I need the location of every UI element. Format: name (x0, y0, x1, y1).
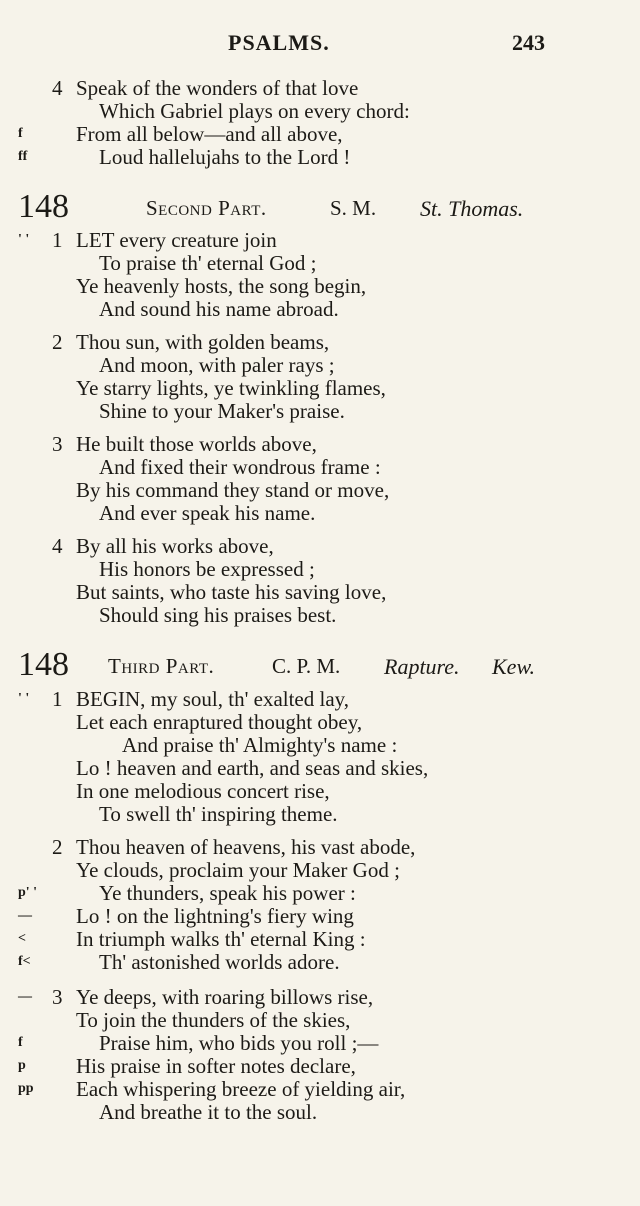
hymn-meter: S. M. (330, 196, 377, 220)
dynamic-mark: f (18, 1035, 23, 1050)
verse-number: 4 (52, 76, 63, 100)
verse-number: 2 (52, 330, 63, 354)
stanza-line: To swell th' inspiring theme. (99, 802, 338, 826)
hymn-heading (0, 190, 640, 224)
hymn-number: 148 (18, 188, 69, 225)
stanza-line: 3 He built those worlds above, (52, 432, 317, 456)
hymn-tune: St. Thomas. (420, 196, 524, 221)
stanza-line: Ye starry lights, ye twinkling flames, (76, 376, 386, 400)
stanza-line: 2 Thou heaven of heavens, his vast abode, (52, 835, 416, 859)
stanza-line: By his command they stand or move, (76, 478, 390, 502)
stanza-line: And ever speak his name. (99, 501, 316, 525)
stanza-line: And moon, with paler rays ; (99, 353, 335, 377)
stanza-line: Shine to your Maker's praise. (99, 399, 345, 423)
stanza-line: To join the thunders of the skies, (76, 1008, 351, 1032)
dynamic-mark: f (18, 126, 23, 141)
stanza-line: 4 By all his works above, (52, 534, 274, 558)
verse-number: 3 (52, 985, 63, 1009)
hymn-meter: C. P. M. (272, 654, 341, 678)
stanza-line: To praise th' eternal God ; (99, 251, 317, 275)
verse-number: 1 (52, 687, 63, 711)
stanza-line: 1 LET every creature join (52, 228, 277, 252)
dynamic-mark: — (18, 908, 32, 923)
stanza-line: His honors be expressed ; (99, 557, 315, 581)
stanza-line: Loud hallelujahs to the Lord ! (99, 145, 351, 169)
stanza-line: Which Gabriel plays on every chord: (99, 99, 410, 123)
dynamic-mark: ' ' (18, 691, 30, 706)
hymn-heading (0, 648, 640, 682)
dynamic-mark: ff (18, 149, 28, 164)
stanza-line: Let each enraptured thought obey, (76, 710, 363, 734)
page-number: 243 (512, 30, 545, 55)
stanza-line: 2 Thou sun, with golden beams, (52, 330, 330, 354)
running-head-title: PSALMS. (228, 30, 330, 55)
verse-number: 4 (52, 534, 63, 558)
stanza-line: His praise in softer notes declare, (76, 1054, 356, 1078)
hymn-tune-alt: Kew. (492, 654, 535, 679)
dynamic-mark: f< (18, 954, 31, 969)
stanza-line: In one melodious concert rise, (76, 779, 330, 803)
hymn-part: Third Part. (108, 654, 215, 678)
verse-number: 2 (52, 835, 63, 859)
verse-number: 3 (52, 432, 63, 456)
stanza-line: Should sing his praises best. (99, 603, 337, 627)
hymn-number: 148 (18, 646, 69, 683)
stanza-line: And sound his name abroad. (99, 297, 339, 321)
dynamic-mark: < (18, 931, 26, 946)
stanza-line: Lo ! on the lightning's fiery wing (76, 904, 354, 928)
hymn-tune: Rapture. (384, 654, 460, 679)
stanza-line: Ye thunders, speak his power : (99, 881, 356, 905)
stanza-line: And fixed their wondrous frame : (99, 455, 381, 479)
stanza-line: And breathe it to the soul. (99, 1100, 318, 1124)
running-head (0, 30, 640, 56)
dynamic-mark: p (18, 1058, 26, 1073)
stanza-line: Th' astonished worlds adore. (99, 950, 340, 974)
dynamic-mark: — (18, 989, 32, 1004)
stanza-line: 1 BEGIN, my soul, th' exalted lay, (52, 687, 350, 711)
verse-number: 1 (52, 228, 63, 252)
stanza-line: But saints, who taste his saving love, (76, 580, 387, 604)
stanza-line: And praise th' Almighty's name : (122, 733, 398, 757)
hymn-part: Second Part. (146, 196, 267, 220)
stanza-line: Ye clouds, proclaim your Maker God ; (76, 858, 400, 882)
dynamic-mark: p' ' (18, 885, 38, 900)
stanza-line: Praise him, who bids you roll ;— (99, 1031, 379, 1055)
stanza-line: 4 Speak of the wonders of that love (52, 76, 359, 100)
dynamic-mark: pp (18, 1081, 34, 1096)
stanza-line: 3 Ye deeps, with roaring billows rise, (52, 985, 374, 1009)
stanza-line: Each whispering breeze of yielding air, (76, 1077, 406, 1101)
stanza-line: From all below—and all above, (76, 122, 343, 146)
stanza-line: Ye heavenly hosts, the song begin, (76, 274, 367, 298)
dynamic-mark: ' ' (18, 232, 30, 247)
stanza-line: In triumph walks th' eternal King : (76, 927, 366, 951)
stanza-line: Lo ! heaven and earth, and seas and skies, (76, 756, 429, 780)
